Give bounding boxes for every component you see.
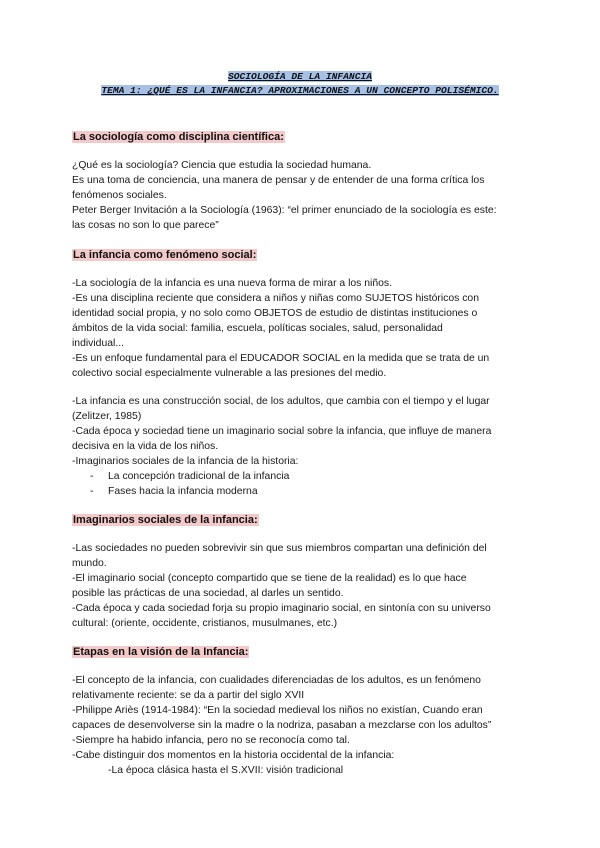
paragraph-line: -La infancia es una construcción social, de los adultos, que cambia con el tiempo y el lugar xyxy=(72,396,490,407)
paragraph-line: -El concepto de la infancia, con cualidades diferenciadas de los adultos, es un fenómeno xyxy=(72,675,481,686)
section-heading-etapas: Etapas en la visión de la Infancia: xyxy=(73,646,249,658)
indented-line: -La época clásica hasta el S.XVII: visión tradicional xyxy=(108,765,344,776)
section-heading-imaginarios: Imaginarios sociales de la infancia: xyxy=(73,514,258,526)
list-item: La concepción tradicional de la infancia xyxy=(108,471,290,482)
document-title: SOCIOLOGÍA DE LA INFANCIA xyxy=(228,71,372,82)
paragraph-line: -Es un enfoque fundamental para el EDUCADOR SOCIAL en la medida que se trata de un xyxy=(72,353,490,364)
paragraph-line: -La sociología de la infancia es una nueva forma de mirar a los niños. xyxy=(72,278,392,289)
paragraph-line: ámbitos de la vida social: familia, escuela, políticas sociales, salud, personalidad xyxy=(72,323,443,334)
document-subtitle: TEMA 1: ¿QUÉ ES LA INFANCIA? APROXIMACIONES A UN CONCEPTO POLISÉMICO. xyxy=(101,85,499,96)
paragraph-line: relativamente reciente: se da a partir del siglo XVII xyxy=(72,690,305,701)
paragraph-line: -Siempre ha habido infancia, pero no se reconocía como tal. xyxy=(72,735,350,746)
paragraph-line: decisiva en la vida de los niños. xyxy=(72,441,219,452)
section-heading-infancia-fenomeno: La infancia como fenómeno social: xyxy=(73,249,257,261)
paragraph-line: ¿Qué es la sociología? Ciencia que estudia la sociedad humana. xyxy=(72,160,372,171)
paragraph-line: -Philippe Ariès (1914-1984): “En la sociedad medieval los niños no existían, Cuando eran xyxy=(72,705,483,716)
bullet-dash: - xyxy=(90,471,94,482)
paragraph-line: -Cabe distinguir dos momentos en la historia occidental de la infancia: xyxy=(72,750,395,761)
paragraph-line: colectivo social especialmente vulnerable a las presiones del medio. xyxy=(72,368,387,379)
paragraph-line: -El imaginario social (concepto compartido que se tiene de la realidad) es lo que hace xyxy=(72,573,467,584)
list-item: Fases hacia la infancia moderna xyxy=(108,486,258,497)
paragraph-line: fenómenos sociales. xyxy=(72,190,167,201)
paragraph-line: capaces de desenvolverse sin la madre o la nodriza, pasaban a mezclarse con los adultos” xyxy=(72,720,492,731)
paragraph-line: cultural: (oriente, occidente, cristianos, musulmanes, etc.) xyxy=(72,618,338,629)
paragraph-line: -Imaginarios sociales de la infancia de la historia: xyxy=(72,456,299,467)
paragraph-line: las cosas no son lo que parece” xyxy=(72,220,219,231)
paragraph-line: -Cada época y cada sociedad forja su propio imaginario social, en sintonía con su universo xyxy=(72,603,491,614)
paragraph-line: identidad social propia, y no solo como OBJETOS de estudio de distintas instituciones o xyxy=(72,308,478,319)
bullet-dash: - xyxy=(90,486,94,497)
paragraph-line: (Zelitzer, 1985) xyxy=(72,411,142,422)
paragraph-line: -Es una disciplina reciente que considera a niños y niñas como SUJETOS históricos con xyxy=(72,293,479,304)
section-heading-sociologia: La sociología como disciplina científica: xyxy=(73,131,284,143)
paragraph-line: Es una toma de conciencia, una manera de pensar y de entender de una forma crítica los xyxy=(72,175,485,186)
paragraph-line: individual... xyxy=(72,338,124,349)
paragraph-line: mundo. xyxy=(72,558,107,569)
paragraph-line: -Las sociedades no pueden sobrevivir sin que sus miembros compartan una definición del xyxy=(72,543,487,554)
paragraph-line: Peter Berger Invitación a la Sociología (1963): “el primer enunciado de la sociología es este: xyxy=(72,205,497,216)
paragraph-line: posible las prácticas de una sociedad, al darles un sentido. xyxy=(72,588,344,599)
paragraph-line: -Cada época y sociedad tiene un imaginario social sobre la infancia, que influye de manera xyxy=(72,426,492,437)
